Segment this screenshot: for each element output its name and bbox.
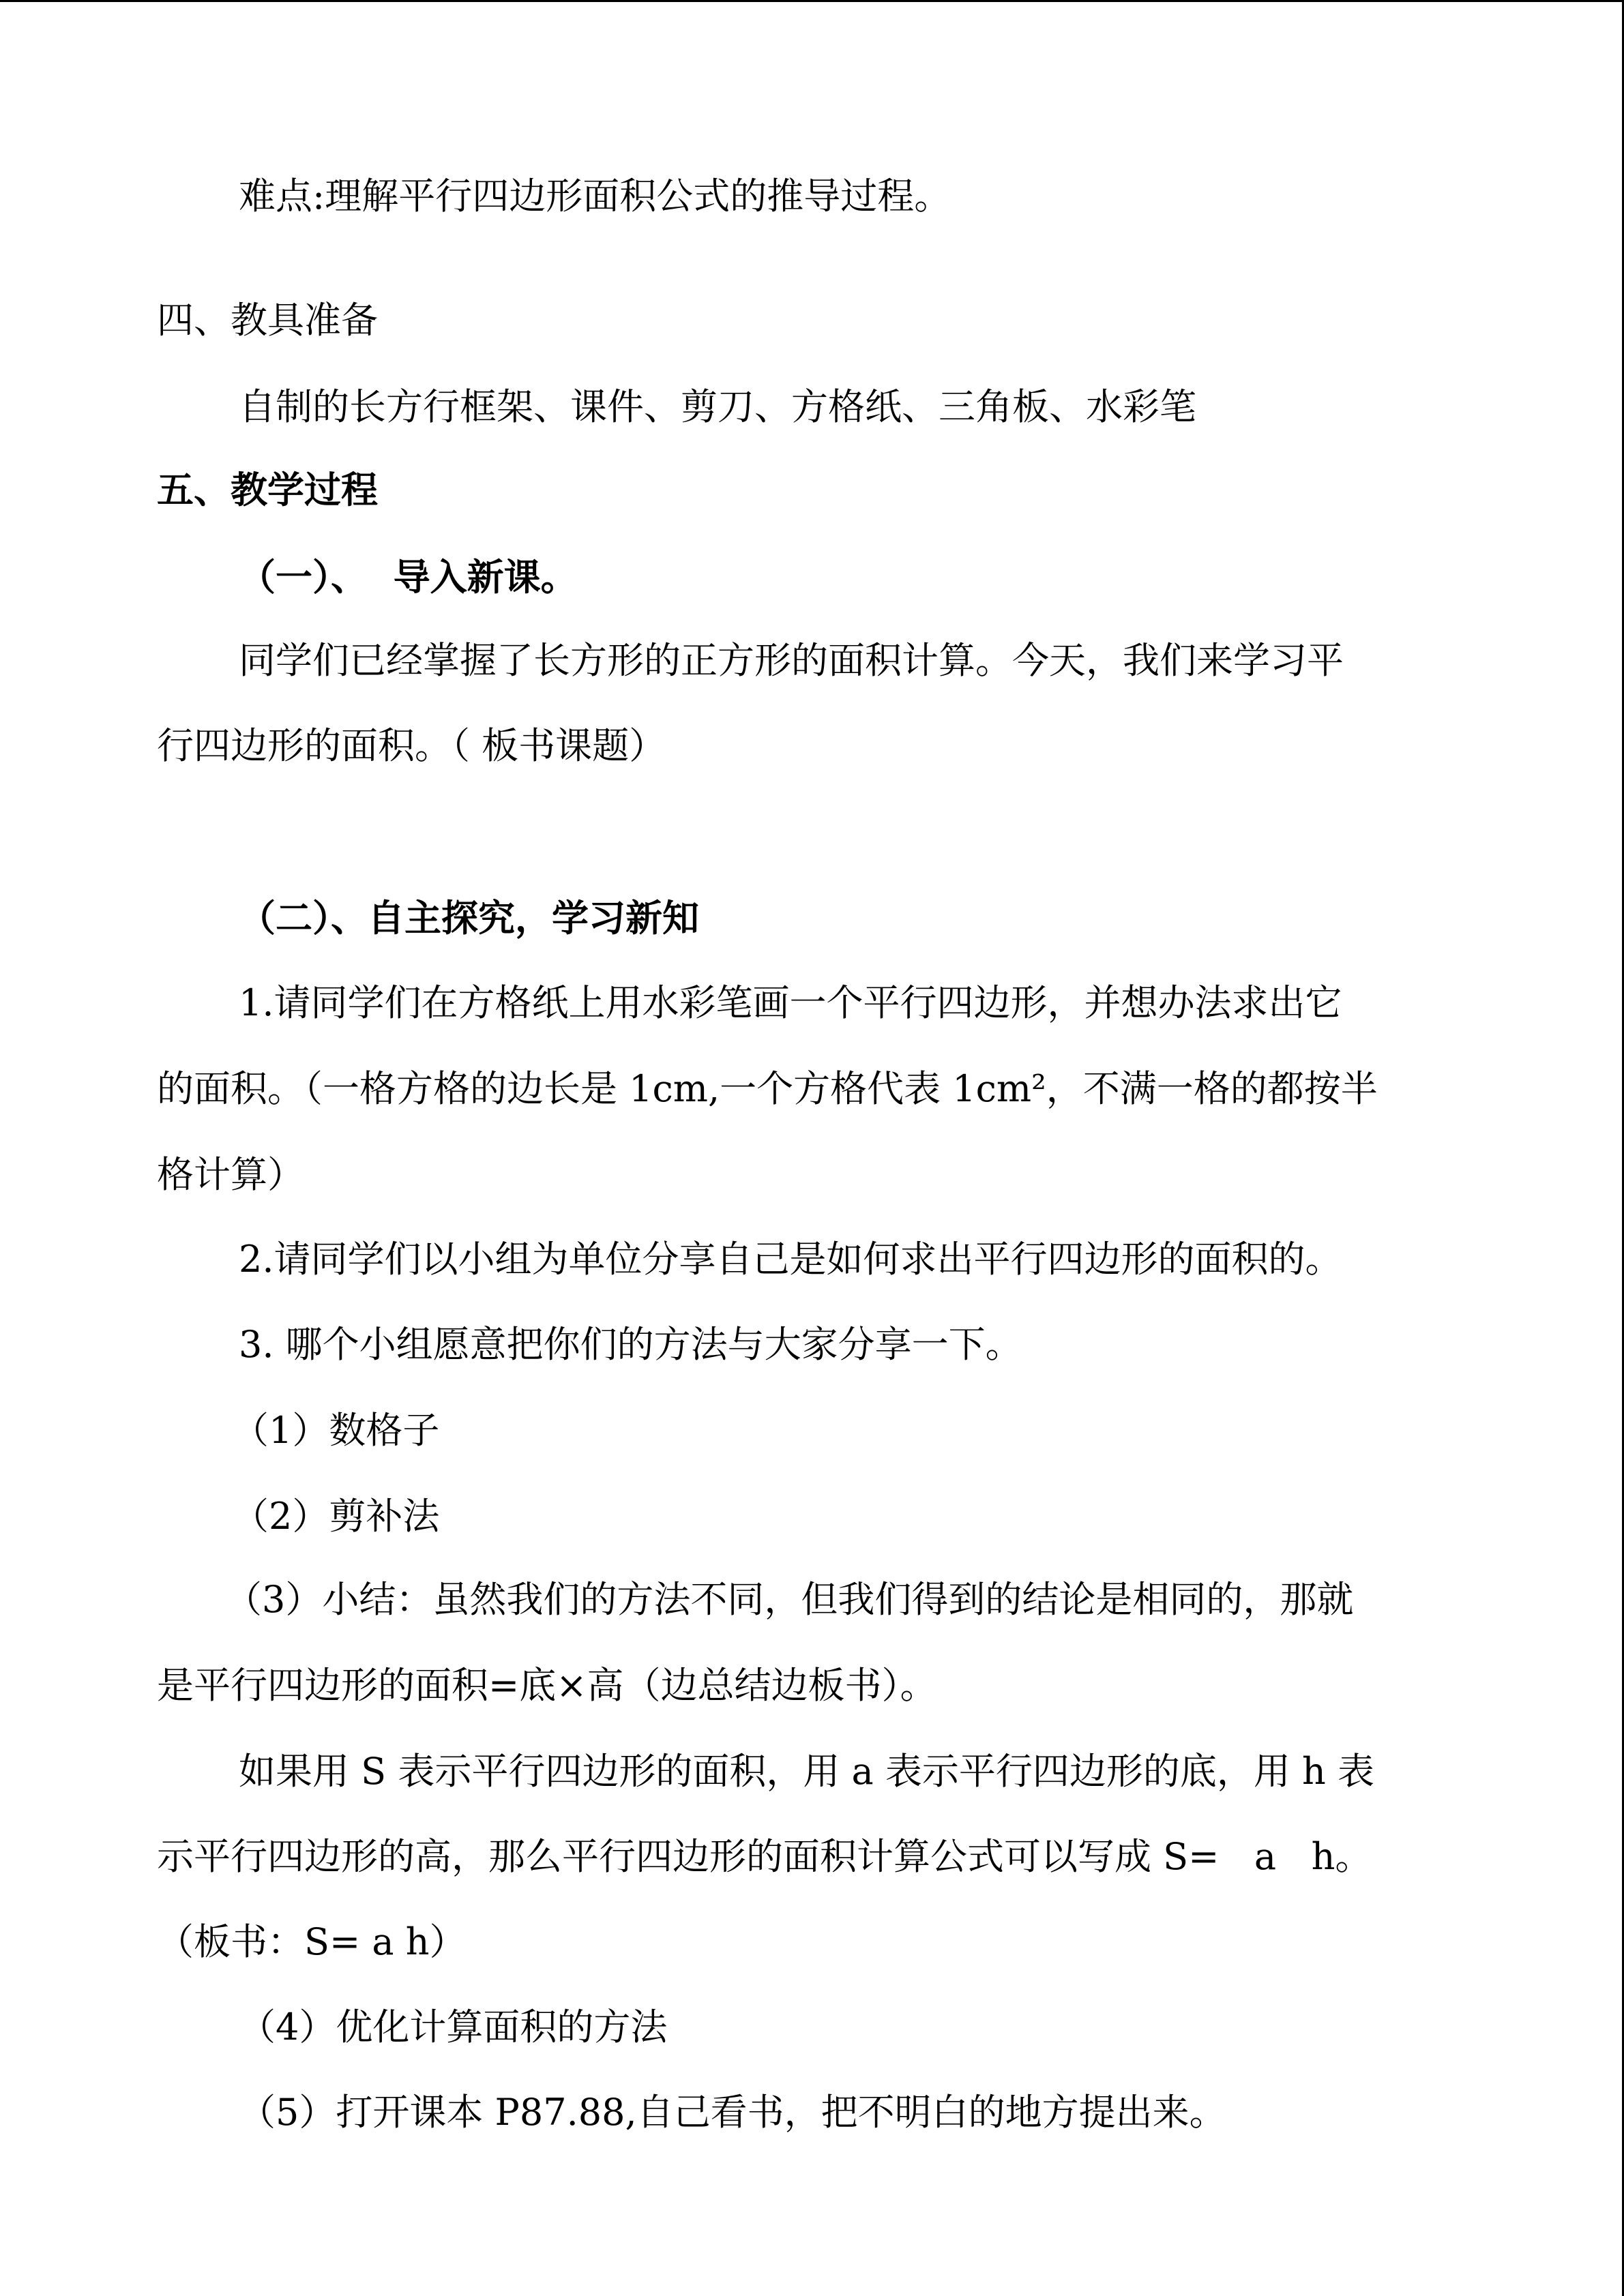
step-1-line-1: 1.请同学们在方格纸上用水彩笔画一个平行四边形，并想办法求出它 [239,981,1342,1024]
summary-line-2: 是平行四边形的面积=底×高（边总结边板书）。 [157,1664,937,1707]
section-5-heading: 五、教学过程 [157,468,378,511]
part-1-heading: （一）、 导入新课。 [239,555,578,599]
formula-line-2: 示平行四边形的高，那么平行四边形的面积计算公式可以写成 S= a h。 [157,1835,1372,1878]
method-5-line: （5）打开课本 P87.88,自己看书，把不明白的地方提出来。 [239,2091,1226,2134]
summary-line-1: （3）小结：虽然我们的方法不同，但我们得到的结论是相同的，那就 [225,1578,1354,1621]
intro-paragraph-line-1: 同学们已经掌握了长方形的正方形的面积计算。今天，我们来学习平 [239,639,1344,682]
intro-paragraph-line-2: 行四边形的面积。（ 板书课题） [157,724,666,767]
method-4-line: （4）优化计算面积的方法 [239,2006,668,2048]
part-2-heading: （二）、自主探究，学习新知 [239,896,699,940]
section-4-heading: 四、教具准备 [157,299,378,342]
step-1-line-2: 的面积。（一格方格的边长是 1cm,一个方格代表 1cm²，不满一格的都按半 [157,1067,1378,1110]
formula-line-3: （板书：S= a h） [157,1920,467,1963]
method-1-line: （1）数格子 [232,1409,440,1452]
formula-line-1: 如果用 S 表示平行四边形的面积，用 a 表示平行四边形的底，用 h 表 [239,1750,1374,1793]
page-border-top [0,0,1624,2]
difficulty-line: 难点:理解平行四边形面积公式的推导过程。 [239,175,951,218]
step-3-line: 3. 哪个小组愿意把你们的方法与大家分享一下。 [239,1323,1022,1366]
step-1-line-3: 格计算） [157,1153,304,1196]
teaching-aids-line: 自制的长方行框架、课件、剪刀、方格纸、三角板、水彩笔 [239,385,1196,428]
step-2-line: 2.请同学们以小组为单位分享自己是如何求出平行四边形的面积的。 [239,1238,1342,1281]
method-2-line: （2）剪补法 [232,1495,440,1538]
